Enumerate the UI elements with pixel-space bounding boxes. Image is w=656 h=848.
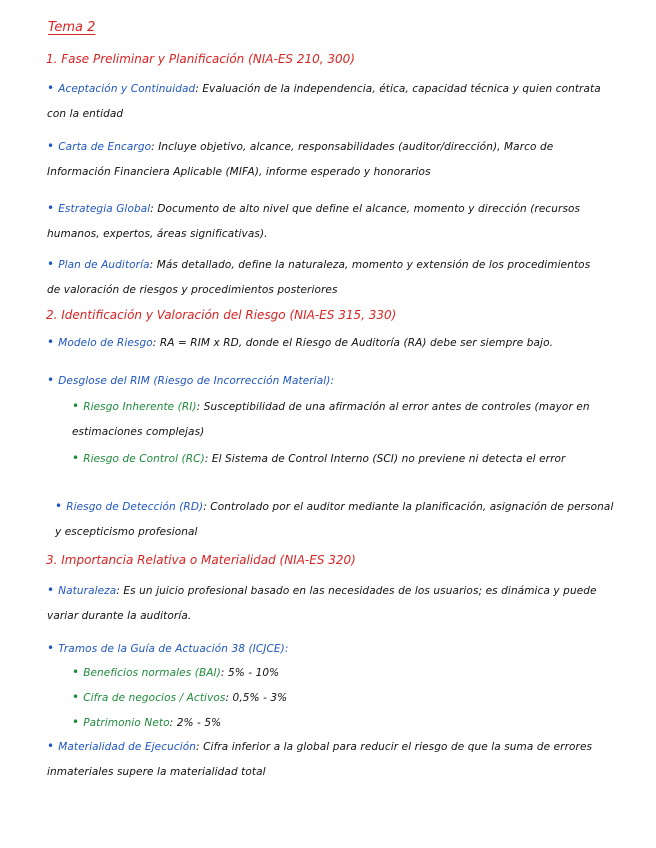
item-term: Materialidad de Ejecución [58,741,197,753]
list-item [72,394,592,445]
bullet-icon: • [47,739,55,753]
item-text: : RA = RIM x RD, donde el Riesgo de Auditoría (RA) debe ser siempre bajo. [152,337,554,349]
bullet-icon: • [72,451,80,465]
item-term: Plan de Auditoría [58,259,150,271]
item-term: Riesgo Inherente (RI) [83,401,197,413]
list-item [47,734,607,785]
item-text: : [330,375,335,387]
item-term: Naturaleza [58,585,117,597]
item-text: : 5% - 10% [220,667,280,679]
item-text: : Cifra inferior a la global para reducir el riesgo de que la suma de errores inmateriales supere la materialidad total [47,741,593,778]
item-term: Beneficios normales (BAI) [83,667,221,679]
item-text: : 2% - 5% [169,717,222,729]
section-heading-3: 3. Importancia Relativa o Materialidad (NIA-ES 320) [46,553,356,567]
list-item [47,196,607,247]
item-term: Cifra de negocios / Activos [83,692,226,704]
bullet-icon: • [47,335,55,349]
list-item [47,252,607,303]
item-term: Desglose del RIM (Riesgo de Incorrección Material) [58,375,331,387]
list-item [72,710,592,736]
bullet-icon: • [47,373,55,387]
bullet-icon: • [72,690,80,704]
item-text: : El Sistema de Control Interno (SCI) no previene ni detecta el error [204,453,566,465]
bullet-icon: • [47,81,55,95]
bullet-icon: • [72,665,80,679]
bullet-icon: • [47,257,55,271]
list-item [47,636,607,662]
bullet-icon: • [47,641,55,655]
bullet-icon: • [47,201,55,215]
item-term: Riesgo de Detección (RD) [66,501,204,513]
item-term: Aceptación y Continuidad [58,83,196,95]
item-term: Patrimonio Neto [83,717,170,729]
list-item [72,446,592,472]
list-item [47,76,607,127]
item-text: : Documento de alto nivel que define el alcance, momento y dirección (recursos humanos, expertos, áreas significativas). [47,203,581,240]
list-item [47,134,607,185]
item-text: : Más detallado, define la naturaleza, momento y extensión de los procedimientos de valoración de riesgos y procedimientos posteriores [47,259,591,296]
list-item [47,578,607,629]
item-text: : Evaluación de la independencia, ética, capacidad técnica y quien contrata con la entidad [47,83,601,120]
list-item [47,368,607,394]
list-item [72,685,592,711]
bullet-icon: • [72,399,80,413]
item-text: : Es un juicio profesional basado en las necesidades de los usuarios; es dinámica y puede variar durante la auditoría. [47,585,597,622]
item-term: Riesgo de Control (RC) [83,453,205,465]
section-heading-1: 1. Fase Preliminar y Planificación (NIA-ES 210, 300) [46,52,355,66]
list-item [47,330,607,356]
bullet-icon: • [55,499,63,513]
list-item [55,494,615,545]
bullet-icon: • [47,139,55,153]
bullet-icon: • [47,583,55,597]
list-item [72,660,592,686]
item-text: : 0,5% - 3% [225,692,288,704]
item-term: Carta de Encargo [58,141,152,153]
item-term: Modelo de Riesgo [58,337,153,349]
item-text: : Incluye objetivo, alcance, responsabilidades (auditor/dirección), Marco de Información Financiera Aplicable (MIFA), informe esperado y honorarios [47,141,554,178]
item-text: : [284,643,289,655]
item-text: : Controlado por el auditor mediante la planificación, asignación de personal y escepticismo profesional [55,501,614,538]
item-text: : Susceptibilidad de una afirmación al error antes de controles (mayor en estimaciones complejas) [72,401,590,438]
bullet-icon: • [72,715,80,729]
item-term: Estrategia Global [58,203,151,215]
page-title: Tema 2 [48,20,96,35]
item-term: Tramos de la Guía de Actuación 38 (ICJCE) [58,643,285,655]
section-heading-2: 2. Identificación y Valoración del Riesgo (NIA-ES 315, 330) [46,308,397,322]
